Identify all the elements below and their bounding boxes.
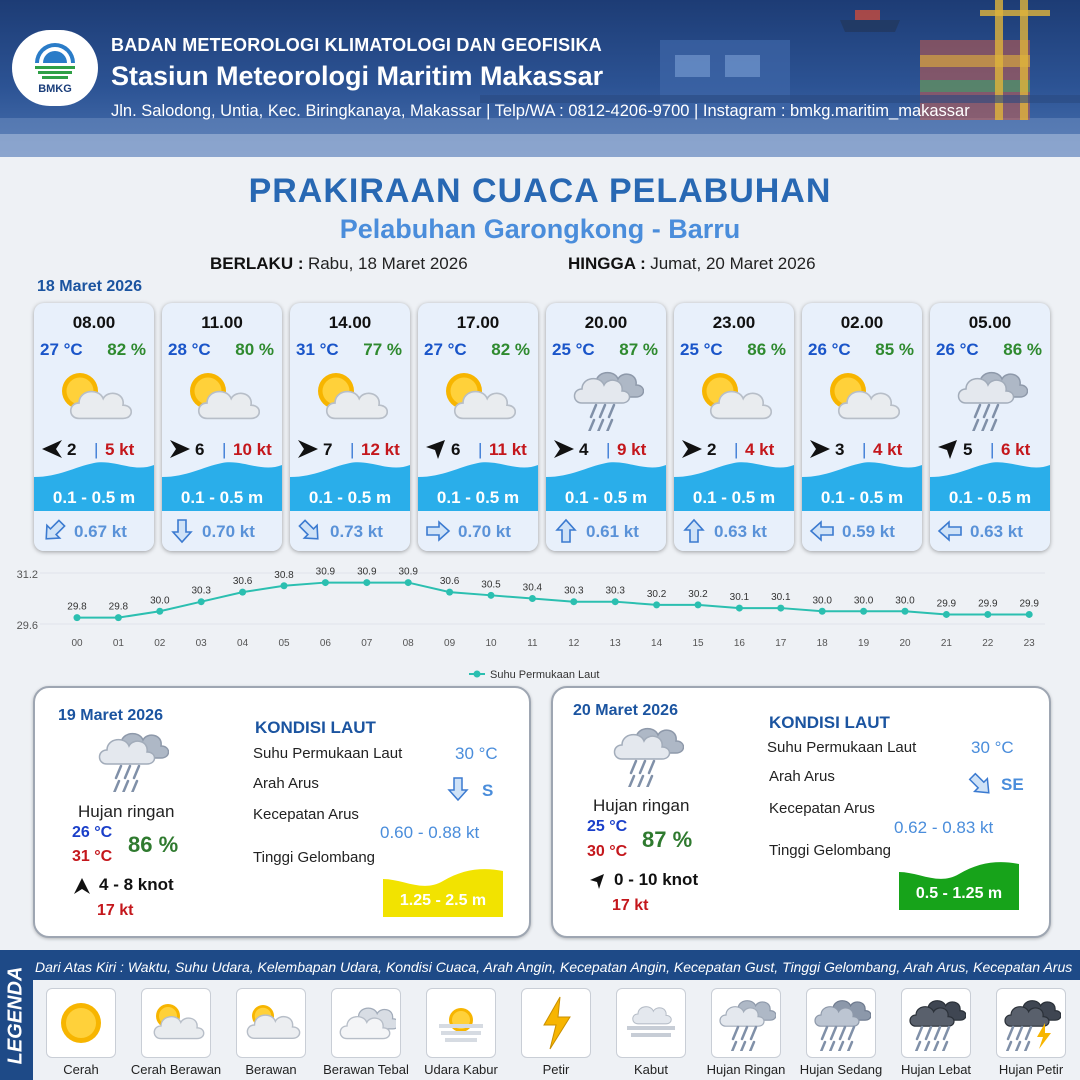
data-point	[529, 595, 536, 602]
card-time: 02.00	[840, 313, 884, 332]
card-current-speed: 0.63 kt	[970, 522, 1023, 541]
day2-spd-min: 0.60	[380, 823, 414, 842]
legend-cerah-berawan-icon	[141, 988, 211, 1058]
day3-dir-label: Arah Arus	[769, 768, 835, 785]
data-point	[74, 614, 81, 621]
x-tick-label: 07	[361, 638, 373, 649]
legend-berawan-tebal-icon	[331, 988, 401, 1058]
forecast-card	[162, 303, 282, 551]
card-gust: 6 kt	[1001, 440, 1031, 459]
card-time: 08.00	[72, 313, 116, 332]
legend-label: Udara Kabur	[424, 1062, 498, 1077]
forecast-card	[546, 303, 666, 551]
wind-arrow-up-right-icon	[424, 437, 448, 461]
data-label: 30.2	[646, 588, 667, 600]
card-humidity: 86 %	[1003, 340, 1042, 359]
wind-arrow-left-icon	[40, 437, 64, 461]
card-wave-height: 0.1 - 0.5 m	[436, 488, 520, 507]
card-humidity: 80 %	[235, 340, 274, 359]
data-label: 29.9	[978, 598, 998, 610]
day3-wind-max: - 10 knot	[628, 870, 699, 889]
current-arrow-down-right-icon	[967, 771, 995, 799]
hujan-ringan-icon	[568, 367, 644, 436]
validity-to-value: Jumat, 20 Maret 2026	[650, 254, 816, 273]
station-name: Stasiun Meteorologi Maritim Makassar	[111, 61, 604, 91]
x-tick-label: 13	[609, 638, 621, 649]
card-separator: |	[990, 440, 995, 459]
legend-petir-icon	[521, 988, 591, 1058]
card-temperature: 25 °C	[552, 340, 595, 359]
legend-series-name: Suhu Permukaan Laut	[490, 669, 600, 681]
day2-spd-max: - 0.88 kt	[417, 823, 480, 842]
x-tick-label: 04	[237, 638, 249, 649]
card-wind-speed: 6	[451, 440, 461, 459]
card-time: 14.00	[328, 313, 372, 332]
x-tick-label: 20	[899, 638, 911, 649]
card-temperature: 26 °C	[808, 340, 851, 359]
cerah-berawan-icon	[440, 367, 516, 432]
legend-hujan-lebat-icon	[901, 988, 971, 1058]
wind-arrow-right-icon	[808, 437, 832, 461]
x-tick-label: 06	[319, 638, 331, 649]
card-current-speed: 0.73 kt	[330, 522, 383, 541]
data-point	[239, 589, 246, 596]
data-point	[819, 608, 826, 615]
day2-wind-max: - 8 knot	[113, 875, 174, 894]
data-point	[322, 579, 329, 586]
card-current-direction	[808, 517, 836, 550]
wind-arrow-up-icon	[72, 876, 92, 896]
data-point	[488, 592, 495, 599]
card-current-direction	[424, 517, 452, 550]
x-tick-label: 02	[154, 638, 166, 649]
y-tick-label: 29.6	[16, 620, 38, 632]
data-label: 29.8	[67, 601, 87, 613]
card-wind-speed: 3	[835, 440, 845, 459]
cerah-berawan-icon	[56, 367, 132, 432]
data-point	[446, 589, 453, 596]
card-temperature: 31 °C	[296, 340, 339, 359]
card-wind-speed: 2	[67, 440, 77, 459]
data-point	[198, 598, 205, 605]
x-tick-label: 05	[278, 638, 290, 649]
card-humidity: 85 %	[875, 340, 914, 359]
legend-label: Berawan Tebal	[323, 1062, 409, 1077]
card-current-speed: 0.59 kt	[842, 522, 895, 541]
legend-hujan-ringan-lg-icon	[711, 988, 781, 1058]
data-label: 30.0	[812, 595, 832, 607]
hujan-ringan-icon	[608, 723, 684, 792]
hujan-ringan-icon	[93, 728, 169, 797]
card-humidity: 82 %	[491, 340, 530, 359]
card-wind-speed: 7	[323, 440, 333, 459]
card-current-direction	[936, 517, 964, 550]
card-current-direction	[296, 517, 324, 550]
legend-berawan-icon	[236, 988, 306, 1058]
card-current-direction	[40, 517, 68, 550]
day2-wave-label: Tinggi Gelombang	[253, 849, 376, 866]
legend-label: Berawan	[245, 1062, 297, 1077]
card-humidity: 82 %	[107, 340, 146, 359]
card-humidity: 87 %	[619, 340, 658, 359]
current-arrow-left-icon	[936, 517, 964, 545]
data-point	[860, 608, 867, 615]
page-subtitle: Pelabuhan Garongkong - Barru	[339, 214, 741, 244]
legend	[0, 950, 1080, 1080]
x-tick-label: 03	[195, 638, 207, 649]
data-point	[1026, 611, 1033, 618]
data-point	[363, 579, 370, 586]
current-arrow-left-icon	[808, 517, 836, 545]
day3-weather: Hujan ringan	[593, 796, 690, 815]
day3-date: 20 Maret 2026	[573, 702, 678, 719]
legend-title: LEGENDA	[4, 966, 27, 1064]
data-label: 29.9	[936, 598, 957, 610]
data-label: 30.9	[357, 566, 377, 578]
x-tick-label: 12	[568, 638, 580, 649]
cerah-berawan-icon	[184, 367, 260, 432]
card-gust: 10 kt	[233, 440, 272, 459]
day3-wave: 0.5 - 1.25 m	[915, 885, 1003, 902]
day3-panel	[551, 686, 1051, 938]
data-label: 30.3	[564, 585, 584, 597]
day2-panel	[33, 686, 531, 938]
day1-date: 18 Maret 2026	[37, 278, 142, 295]
day3-wave-label: Tinggi Gelombang	[769, 842, 892, 859]
day2-spd	[380, 823, 479, 843]
data-label: 30.3	[605, 585, 625, 597]
data-point	[736, 605, 743, 612]
day2-date: 19 Maret 2026	[58, 707, 163, 724]
legend-label: Hujan Lebat	[900, 1062, 972, 1077]
card-time: 17.00	[456, 313, 500, 332]
legend-label: Petir	[542, 1062, 570, 1077]
wind-arrow-right-icon	[552, 437, 576, 461]
legend-kabut-icon	[616, 988, 686, 1058]
current-arrow-down-icon	[447, 776, 469, 802]
day2-sst: 30 °C	[455, 744, 498, 763]
x-tick-label: 19	[858, 638, 870, 649]
day3-spd-label: Kecepatan Arus	[769, 800, 875, 817]
data-label: 29.8	[108, 601, 129, 613]
x-tick-label: 09	[444, 638, 456, 649]
x-tick-label: 21	[940, 638, 952, 649]
y-tick-label: 31.2	[16, 569, 38, 581]
card-current-direction	[168, 517, 196, 550]
legend-info: Dari Atas Kiri : Waktu, Suhu Udara, Kelembapan Udara, Kondisi Cuaca, Arah Angin, Kecepatan Angin, Kecepatan Gust, Tinggi Gelombang, Arah Arus, Kecepatan Arus	[35, 959, 1073, 975]
card-current-speed: 0.70 kt	[458, 522, 511, 541]
data-point	[281, 582, 288, 589]
card-separator: |	[350, 440, 355, 459]
data-label: 30.0	[150, 595, 170, 607]
legend-label: Hujan Ringan	[706, 1062, 786, 1077]
forecast-card	[34, 303, 154, 551]
day2-tmax: 31 °C	[72, 848, 113, 865]
data-label: 29.9	[1019, 598, 1039, 610]
logo-text: BMKG	[38, 83, 72, 95]
card-temperature: 26 °C	[936, 340, 979, 359]
card-separator: |	[606, 440, 611, 459]
x-tick-label: 16	[733, 638, 745, 649]
x-tick-label: 18	[816, 638, 828, 649]
data-label: 30.0	[853, 595, 874, 607]
legend-hujan-petir-icon	[996, 988, 1066, 1058]
x-tick-label: 00	[71, 638, 83, 649]
card-current-direction	[680, 517, 708, 550]
day3-sea-title: KONDISI LAUT	[769, 713, 890, 732]
data-label: 30.3	[191, 585, 211, 597]
validity-to	[568, 254, 816, 274]
data-label: 30.0	[895, 595, 915, 607]
data-label: 30.1	[771, 592, 791, 604]
day3-sst: 30 °C	[971, 738, 1014, 757]
cerah-berawan-icon	[824, 367, 900, 432]
forecast-card	[930, 303, 1050, 551]
data-point	[902, 608, 909, 615]
data-label: 30.9	[315, 566, 336, 578]
current-arrow-right-icon	[424, 517, 452, 545]
card-wind-speed: 2	[707, 440, 717, 459]
wind-arrow-right-icon	[680, 437, 704, 461]
card-current-speed: 0.61 kt	[586, 522, 639, 541]
card-wind-speed: 6	[195, 440, 205, 459]
data-point	[777, 605, 784, 612]
card-time: 05.00	[968, 313, 1012, 332]
data-point	[695, 601, 702, 608]
data-point	[405, 579, 412, 586]
day2-sst-label: Suhu Permukaan Laut	[253, 745, 403, 762]
data-label: 30.6	[439, 576, 460, 588]
page-title: PRAKIRAAN CUACA PELABUHAN	[248, 172, 832, 210]
card-separator: |	[734, 440, 739, 459]
legend-label: Cerah Berawan	[130, 1062, 222, 1077]
card-humidity: 77 %	[363, 340, 402, 359]
day2-weather: Hujan ringan	[78, 802, 175, 821]
forecast-card	[802, 303, 922, 551]
card-current-direction	[552, 517, 580, 550]
card-separator: |	[478, 440, 483, 459]
day2-dir-label: Arah Arus	[253, 775, 319, 792]
data-point	[653, 601, 660, 608]
forecast-card	[418, 303, 538, 551]
day3-dir: SE	[1001, 775, 1024, 794]
x-tick-label: 15	[692, 638, 704, 649]
card-wave-height: 0.1 - 0.5 m	[948, 488, 1032, 507]
day3-spd-min: 0.62	[894, 818, 928, 837]
data-label: 30.9	[398, 566, 418, 578]
wind-arrow-right-icon	[296, 437, 320, 461]
x-tick-label: 11	[527, 638, 538, 649]
card-gust: 9 kt	[617, 440, 647, 459]
card-humidity: 86 %	[747, 340, 786, 359]
wind-arrow-right-icon	[168, 437, 192, 461]
data-label: 30.4	[522, 582, 543, 594]
data-point	[984, 611, 991, 618]
series-line	[77, 583, 1029, 618]
wind-arrow-up-right-icon	[936, 437, 960, 461]
card-wave-height: 0.1 - 0.5 m	[692, 488, 776, 507]
day2-wind	[99, 875, 174, 895]
card-wind-speed: 5	[963, 440, 973, 459]
data-point	[156, 608, 163, 615]
card-time: 20.00	[584, 313, 628, 332]
current-arrow-up-icon	[680, 517, 708, 545]
card-wave-height: 0.1 - 0.5 m	[820, 488, 904, 507]
x-tick-label: 01	[112, 638, 124, 649]
card-gust: 12 kt	[361, 440, 400, 459]
card-separator: |	[862, 440, 867, 459]
data-point	[612, 598, 619, 605]
current-arrow-down-icon	[168, 517, 196, 545]
legend-label: Hujan Sedang	[799, 1062, 883, 1077]
card-gust: 5 kt	[105, 440, 135, 459]
legend-label: Cerah	[63, 1062, 99, 1077]
bmkg-emblem-icon	[30, 41, 80, 81]
data-point	[570, 598, 577, 605]
card-current-speed: 0.70 kt	[202, 522, 255, 541]
card-wave-height: 0.1 - 0.5 m	[180, 488, 264, 507]
day3-wind-min: 0	[614, 870, 624, 889]
card-gust: 4 kt	[745, 440, 775, 459]
legend-label: Hujan Petir	[998, 1062, 1064, 1077]
card-separator: |	[222, 440, 227, 459]
card-separator: |	[94, 440, 99, 459]
legend-label: Kabut	[634, 1062, 668, 1077]
day2-spd-label: Kecepatan Arus	[253, 806, 359, 823]
validity-from-label: BERLAKU :	[210, 254, 304, 273]
day2-dir: S	[482, 781, 494, 800]
header-banner	[0, 0, 1080, 157]
validity-from-value: Rabu, 18 Maret 2026	[307, 254, 468, 273]
day3-tmin: 25 °C	[587, 818, 628, 835]
data-point	[943, 611, 950, 618]
agency-name: BADAN METEOROLOGI KLIMATOLOGI DAN GEOFISIKA	[111, 35, 602, 55]
x-tick-label: 17	[775, 638, 787, 649]
card-current-speed: 0.63 kt	[714, 522, 767, 541]
legend-tiles	[33, 980, 1080, 1080]
card-wave-height: 0.1 - 0.5 m	[564, 488, 648, 507]
data-label: 30.1	[729, 592, 750, 604]
day3-tmax: 30 °C	[587, 843, 628, 860]
data-point	[115, 614, 122, 621]
day2-tmin: 26 °C	[72, 824, 113, 841]
day2-wind-min: 4	[99, 875, 109, 894]
validity-from	[210, 254, 468, 274]
legend-swatch-dot	[474, 671, 481, 678]
wind-arrow-up-right-icon	[587, 871, 607, 891]
x-tick-label: 14	[651, 638, 663, 649]
cerah-berawan-icon	[696, 367, 772, 432]
day2-gust: 17 kt	[97, 902, 134, 919]
card-temperature: 27 °C	[424, 340, 467, 359]
forecast-card	[290, 303, 410, 551]
card-temperature: 28 °C	[168, 340, 211, 359]
sst-chart	[0, 562, 1080, 686]
card-gust: 4 kt	[873, 440, 903, 459]
card-current-speed: 0.67 kt	[74, 522, 127, 541]
card-time: 23.00	[712, 313, 756, 332]
current-arrow-down-left-icon	[40, 517, 68, 545]
card-wind-speed: 4	[579, 440, 589, 459]
current-arrow-up-icon	[552, 517, 580, 545]
card-gust: 11 kt	[489, 440, 527, 459]
day3-gust: 17 kt	[612, 897, 649, 914]
day2-rh: 86 %	[128, 832, 179, 857]
day3-spd-max: - 0.83 kt	[931, 818, 994, 837]
x-tick-label: 23	[1023, 638, 1035, 649]
card-temperature: 25 °C	[680, 340, 723, 359]
card-temperature: 27 °C	[40, 340, 83, 359]
cerah-berawan-icon	[312, 367, 388, 432]
card-wave-height: 0.1 - 0.5 m	[52, 488, 136, 507]
day3-wind	[614, 870, 698, 890]
data-label: 30.5	[481, 579, 501, 591]
legend-udara-kabur-icon	[426, 988, 496, 1058]
validity-to-label: HINGGA :	[568, 254, 646, 273]
x-tick-label: 22	[982, 638, 994, 649]
data-label: 30.6	[232, 576, 253, 588]
hujan-ringan-icon	[952, 367, 1028, 436]
day2-sea-title: KONDISI LAUT	[255, 718, 376, 737]
day2-wave: 1.25 - 2.5 m	[399, 892, 487, 909]
day3-spd	[894, 818, 993, 838]
card-time: 11.00	[201, 313, 243, 332]
day3-rh: 87 %	[642, 827, 693, 852]
bmkg-logo	[12, 30, 98, 106]
data-label: 30.2	[688, 588, 708, 600]
current-arrow-down-right-icon	[296, 517, 324, 545]
x-tick-label: 10	[485, 638, 497, 649]
legend-side-tab	[0, 950, 32, 1080]
data-label: 30.8	[274, 569, 294, 581]
legend-hujan-sedang-icon	[806, 988, 876, 1058]
forecast-card	[674, 303, 794, 551]
station-address: Jln. Salodong, Untia, Kec. Biringkanaya, Makassar | Telp/WA : 0812-4206-9700 | Instagram : bmkg.maritim_makassar	[111, 102, 970, 120]
x-tick-label: 08	[402, 638, 414, 649]
day3-sst-label: Suhu Permukaan Laut	[767, 739, 917, 756]
legend-cerah-icon	[46, 988, 116, 1058]
card-wave-height: 0.1 - 0.5 m	[308, 488, 392, 507]
